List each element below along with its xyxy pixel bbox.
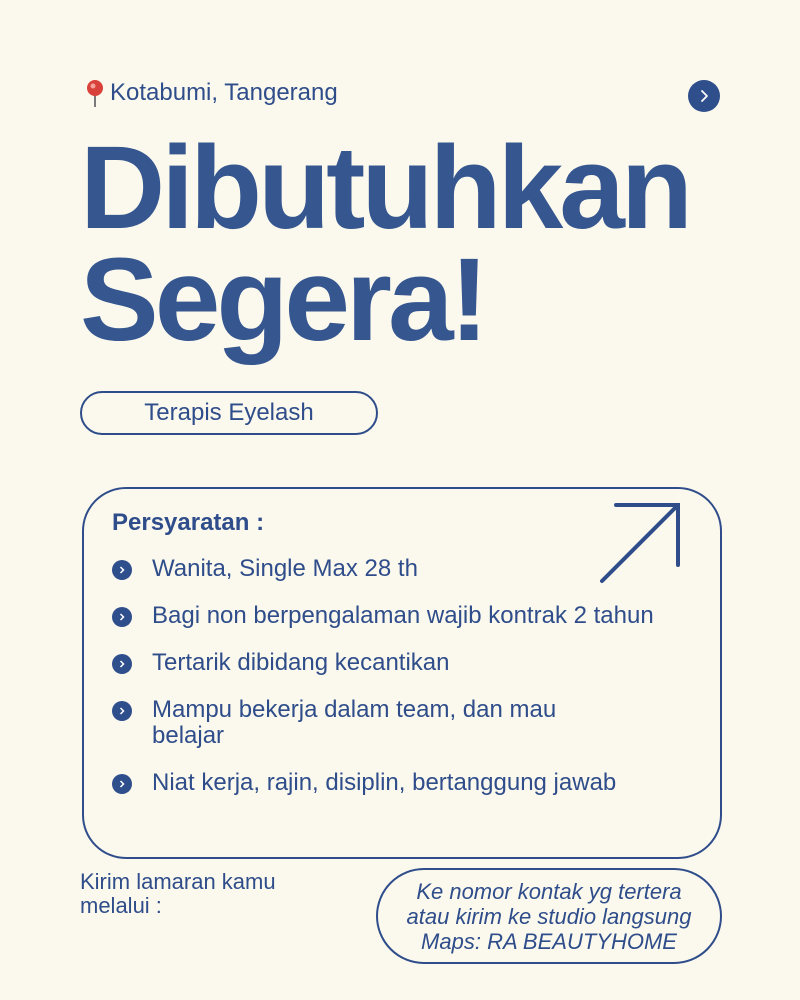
headline-line-1: Dibutuhkan (80, 122, 689, 254)
chevron-right-icon (112, 774, 132, 794)
requirements-title: Persyaratan : (112, 509, 265, 536)
chevron-right-icon (697, 89, 711, 103)
list-item (112, 697, 672, 749)
requirements-list (112, 551, 672, 796)
requirement-text: Bagi non berpengalaman wajib kontrak 2 tahun (152, 602, 654, 629)
requirement-text: Niat kerja, rajin, disiplin, bertanggung jawab (152, 769, 617, 796)
requirements-card (82, 487, 722, 859)
headline-line-2: Segera! (80, 234, 485, 366)
position-label: Terapis Eyelash (144, 399, 314, 426)
chevron-right-icon (112, 607, 132, 627)
location-text: Kotabumi, Tangerang (110, 79, 338, 106)
chevron-right-icon (112, 560, 132, 580)
requirement-text: Mampu bekerja dalam team, dan mau belajar (152, 696, 557, 749)
contact-line-2: atau kirim ke studio langsung (406, 903, 692, 929)
location-tag (84, 78, 338, 108)
contact-label: Kirim lamaran kamu melalui : (80, 869, 276, 918)
list-item (112, 556, 672, 582)
page-title (80, 122, 689, 366)
map-pin-icon (84, 78, 106, 108)
chevron-right-icon (112, 701, 132, 721)
requirement-text: Tertarik dibidang kecantikan (152, 649, 450, 676)
next-button[interactable] (688, 80, 720, 112)
list-item (112, 770, 672, 796)
list-item (112, 650, 672, 676)
contact-info-box (376, 868, 722, 964)
contact-line-3: Maps: RA BEAUTYHOME (421, 928, 677, 954)
chevron-right-icon (112, 654, 132, 674)
contact-line-1: Ke nomor kontak yg tertera (416, 878, 682, 904)
position-badge (80, 391, 378, 435)
list-item (112, 603, 672, 629)
requirement-text: Wanita, Single Max 28 th (152, 555, 418, 582)
